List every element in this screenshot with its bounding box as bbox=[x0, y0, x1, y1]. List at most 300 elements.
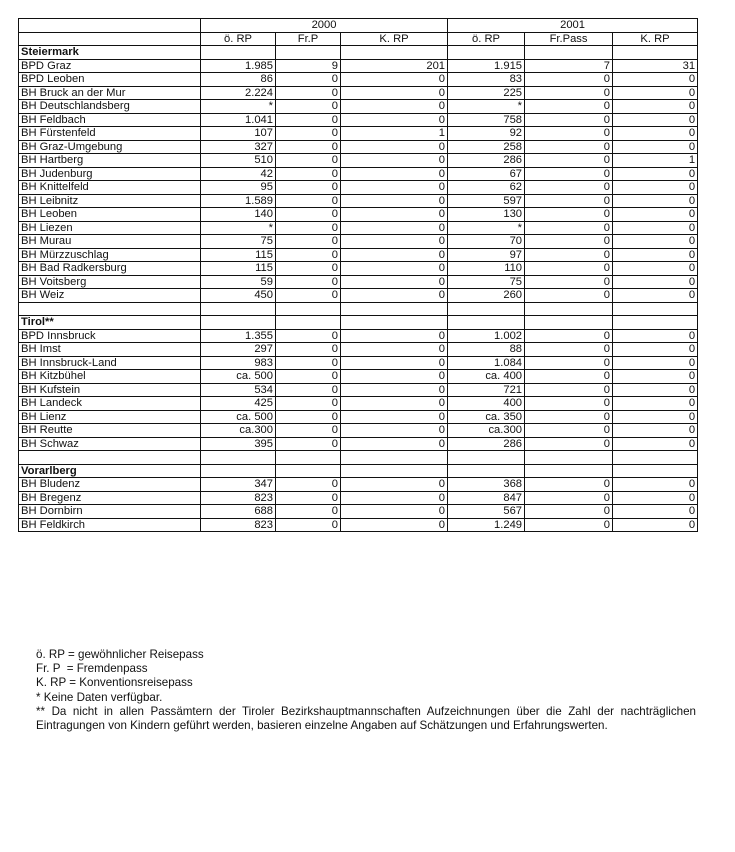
value-cell: * bbox=[201, 221, 276, 235]
value-cell: * bbox=[201, 100, 276, 114]
region-label: Tirol** bbox=[19, 316, 201, 330]
value-cell: 140 bbox=[201, 208, 276, 222]
value-cell: 0 bbox=[276, 397, 341, 411]
value-cell: 62 bbox=[448, 181, 525, 195]
value-cell: 107 bbox=[201, 127, 276, 141]
office-name: BPD Graz bbox=[19, 59, 201, 73]
value-cell: 0 bbox=[525, 167, 613, 181]
value-cell: 0 bbox=[525, 140, 613, 154]
value-cell: 1.355 bbox=[201, 329, 276, 343]
value-cell: 0 bbox=[525, 518, 613, 532]
table-row bbox=[19, 235, 698, 249]
office-name: BH Reutte bbox=[19, 424, 201, 438]
value-cell: 0 bbox=[613, 181, 698, 195]
value-cell: 0 bbox=[341, 181, 448, 195]
value-cell: 0 bbox=[276, 140, 341, 154]
value-cell: 0 bbox=[276, 86, 341, 100]
office-name: BH Kufstein bbox=[19, 383, 201, 397]
value-cell: 0 bbox=[341, 167, 448, 181]
value-cell: 0 bbox=[276, 248, 341, 262]
value-cell: 0 bbox=[276, 181, 341, 195]
table-row bbox=[19, 289, 698, 303]
value-cell: 0 bbox=[613, 86, 698, 100]
table-row bbox=[19, 113, 698, 127]
table-row bbox=[19, 343, 698, 357]
value-cell: ca.300 bbox=[201, 424, 276, 438]
value-cell: 42 bbox=[201, 167, 276, 181]
footnote-oe-rp: ö. RP = gewöhnlicher Reisepass bbox=[36, 648, 204, 661]
value-cell: 0 bbox=[276, 478, 341, 492]
value-cell: 0 bbox=[341, 73, 448, 87]
office-name: BH Kitzbühel bbox=[19, 370, 201, 384]
office-name: BPD Leoben bbox=[19, 73, 201, 87]
value-cell: 0 bbox=[341, 505, 448, 519]
office-name: BH Bad Radkersburg bbox=[19, 262, 201, 276]
col-header-k-rp-2001: K. RP bbox=[613, 32, 698, 46]
empty-cell bbox=[341, 464, 448, 478]
year-header-row bbox=[19, 19, 698, 33]
office-name: BH Imst bbox=[19, 343, 201, 357]
value-cell: 97 bbox=[448, 248, 525, 262]
value-cell: 0 bbox=[341, 235, 448, 249]
value-cell: 534 bbox=[201, 383, 276, 397]
value-cell: 1.002 bbox=[448, 329, 525, 343]
value-cell: 0 bbox=[525, 424, 613, 438]
value-cell: 823 bbox=[201, 518, 276, 532]
value-cell: 0 bbox=[276, 208, 341, 222]
value-cell: 0 bbox=[525, 235, 613, 249]
office-name: BH Mürzzuschlag bbox=[19, 248, 201, 262]
value-cell: 75 bbox=[448, 275, 525, 289]
empty-cell bbox=[448, 46, 525, 60]
col-header-k-rp-2000: K. RP bbox=[341, 32, 448, 46]
value-cell: 510 bbox=[201, 154, 276, 168]
empty-cell bbox=[525, 451, 613, 465]
value-cell: 347 bbox=[201, 478, 276, 492]
passport-statistics-table bbox=[18, 18, 698, 532]
value-cell: 0 bbox=[276, 100, 341, 114]
value-cell: 0 bbox=[341, 397, 448, 411]
value-cell: 0 bbox=[613, 221, 698, 235]
table-row bbox=[19, 221, 698, 235]
table-row bbox=[19, 491, 698, 505]
value-cell: 0 bbox=[525, 86, 613, 100]
empty-cell bbox=[276, 302, 341, 316]
value-cell: 0 bbox=[525, 221, 613, 235]
table-row bbox=[19, 329, 698, 343]
spacer-row bbox=[19, 302, 698, 316]
value-cell: 0 bbox=[613, 275, 698, 289]
empty-cell bbox=[525, 464, 613, 478]
value-cell: ca. 500 bbox=[201, 410, 276, 424]
office-name: BH Knittelfeld bbox=[19, 181, 201, 195]
value-cell: 0 bbox=[341, 113, 448, 127]
value-cell: 0 bbox=[525, 275, 613, 289]
empty-cell bbox=[276, 316, 341, 330]
office-name: BH Leibnitz bbox=[19, 194, 201, 208]
table-row bbox=[19, 140, 698, 154]
value-cell: ca. 500 bbox=[201, 370, 276, 384]
office-name: BH Feldbach bbox=[19, 113, 201, 127]
region-label: Steiermark bbox=[19, 46, 201, 60]
value-cell: 225 bbox=[448, 86, 525, 100]
value-cell: 0 bbox=[525, 478, 613, 492]
value-cell: 0 bbox=[613, 329, 698, 343]
column-header-row bbox=[19, 32, 698, 46]
value-cell: 0 bbox=[613, 424, 698, 438]
table-row bbox=[19, 505, 698, 519]
region-row bbox=[19, 464, 698, 478]
value-cell: 0 bbox=[525, 73, 613, 87]
value-cell: 0 bbox=[525, 356, 613, 370]
value-cell: 0 bbox=[613, 127, 698, 141]
value-cell: 0 bbox=[525, 289, 613, 303]
value-cell: 0 bbox=[341, 154, 448, 168]
header-corner-cell bbox=[19, 19, 201, 33]
value-cell: 758 bbox=[448, 113, 525, 127]
value-cell: 0 bbox=[341, 437, 448, 451]
value-cell: 0 bbox=[341, 491, 448, 505]
value-cell: 0 bbox=[276, 329, 341, 343]
value-cell: ca.300 bbox=[448, 424, 525, 438]
value-cell: 0 bbox=[613, 343, 698, 357]
value-cell: 0 bbox=[276, 275, 341, 289]
value-cell: 0 bbox=[525, 248, 613, 262]
value-cell: 0 bbox=[341, 289, 448, 303]
value-cell: 0 bbox=[525, 505, 613, 519]
table-row bbox=[19, 100, 698, 114]
empty-cell bbox=[613, 464, 698, 478]
value-cell: 0 bbox=[525, 329, 613, 343]
value-cell: 0 bbox=[613, 356, 698, 370]
table-row bbox=[19, 73, 698, 87]
table-row bbox=[19, 383, 698, 397]
value-cell: 425 bbox=[201, 397, 276, 411]
value-cell: 83 bbox=[448, 73, 525, 87]
value-cell: 258 bbox=[448, 140, 525, 154]
year-header-2001: 2001 bbox=[448, 19, 698, 33]
value-cell: 597 bbox=[448, 194, 525, 208]
col-header-oe-rp-2000: ö. RP bbox=[201, 32, 276, 46]
value-cell: 0 bbox=[613, 100, 698, 114]
office-name: BH Bruck an der Mur bbox=[19, 86, 201, 100]
value-cell: 0 bbox=[525, 113, 613, 127]
value-cell: 0 bbox=[525, 154, 613, 168]
office-name: BH Hartberg bbox=[19, 154, 201, 168]
table-row bbox=[19, 275, 698, 289]
empty-cell bbox=[525, 302, 613, 316]
value-cell: 0 bbox=[276, 356, 341, 370]
value-cell: 1.589 bbox=[201, 194, 276, 208]
table-row bbox=[19, 194, 698, 208]
value-cell: 0 bbox=[525, 100, 613, 114]
value-cell: 0 bbox=[341, 194, 448, 208]
value-cell: 67 bbox=[448, 167, 525, 181]
value-cell: 395 bbox=[201, 437, 276, 451]
value-cell: 0 bbox=[613, 370, 698, 384]
empty-cell bbox=[448, 464, 525, 478]
value-cell: 0 bbox=[613, 208, 698, 222]
value-cell: 0 bbox=[341, 248, 448, 262]
value-cell: 368 bbox=[448, 478, 525, 492]
spacer-row bbox=[19, 451, 698, 465]
value-cell: 201 bbox=[341, 59, 448, 73]
col-header-fr-p-2000: Fr.P bbox=[276, 32, 341, 46]
office-name: BH Voitsberg bbox=[19, 275, 201, 289]
value-cell: 0 bbox=[525, 343, 613, 357]
value-cell: 88 bbox=[448, 343, 525, 357]
value-cell: 59 bbox=[201, 275, 276, 289]
value-cell: 1.915 bbox=[448, 59, 525, 73]
value-cell: 0 bbox=[276, 518, 341, 532]
empty-cell bbox=[19, 451, 201, 465]
empty-cell bbox=[613, 46, 698, 60]
value-cell: 92 bbox=[448, 127, 525, 141]
value-cell: 0 bbox=[276, 370, 341, 384]
value-cell: 721 bbox=[448, 383, 525, 397]
empty-cell bbox=[525, 46, 613, 60]
footnote-tirol-estimates: ** Da nicht in allen Passämtern der Tiroler Bezirkshauptmannschaften Aufzeichnungen über die Zahl der nachträglichen Eintragungen von Kindern geführt werden, basieren einzelne Angaben auf Schätzungen und Erfahrungswerten. bbox=[36, 704, 696, 733]
value-cell: 0 bbox=[276, 194, 341, 208]
table-row bbox=[19, 370, 698, 384]
value-cell: ca. 350 bbox=[448, 410, 525, 424]
office-name: BH Deutschlandsberg bbox=[19, 100, 201, 114]
empty-cell bbox=[276, 464, 341, 478]
table-row bbox=[19, 478, 698, 492]
value-cell: 115 bbox=[201, 248, 276, 262]
value-cell: 567 bbox=[448, 505, 525, 519]
value-cell: 0 bbox=[613, 478, 698, 492]
footnote-k-rp: K. RP = Konventionsreisepass bbox=[36, 676, 193, 690]
office-name: BH Feldkirch bbox=[19, 518, 201, 532]
empty-cell bbox=[201, 316, 276, 330]
value-cell: 0 bbox=[525, 127, 613, 141]
value-cell: 0 bbox=[613, 194, 698, 208]
value-cell: 0 bbox=[613, 491, 698, 505]
empty-cell bbox=[613, 302, 698, 316]
office-name: BH Lienz bbox=[19, 410, 201, 424]
value-cell: 2.224 bbox=[201, 86, 276, 100]
empty-cell bbox=[276, 46, 341, 60]
value-cell: 1.249 bbox=[448, 518, 525, 532]
value-cell: 0 bbox=[613, 262, 698, 276]
value-cell: 0 bbox=[276, 113, 341, 127]
value-cell: 86 bbox=[201, 73, 276, 87]
value-cell: 130 bbox=[448, 208, 525, 222]
value-cell: 95 bbox=[201, 181, 276, 195]
value-cell: 1 bbox=[613, 154, 698, 168]
value-cell: 0 bbox=[613, 235, 698, 249]
empty-cell bbox=[19, 302, 201, 316]
value-cell: * bbox=[448, 100, 525, 114]
value-cell: 0 bbox=[525, 437, 613, 451]
office-name: BH Bludenz bbox=[19, 478, 201, 492]
value-cell: 0 bbox=[613, 73, 698, 87]
empty-cell bbox=[613, 316, 698, 330]
region-row bbox=[19, 316, 698, 330]
table-row bbox=[19, 208, 698, 222]
value-cell: 0 bbox=[613, 113, 698, 127]
value-cell: 0 bbox=[276, 410, 341, 424]
table-row bbox=[19, 424, 698, 438]
office-name: BH Weiz bbox=[19, 289, 201, 303]
value-cell: 0 bbox=[613, 437, 698, 451]
value-cell: 0 bbox=[613, 518, 698, 532]
value-cell: 983 bbox=[201, 356, 276, 370]
value-cell: 0 bbox=[276, 383, 341, 397]
value-cell: 297 bbox=[201, 343, 276, 357]
value-cell: 0 bbox=[613, 140, 698, 154]
value-cell: 0 bbox=[341, 424, 448, 438]
value-cell: 0 bbox=[276, 491, 341, 505]
value-cell: 0 bbox=[341, 86, 448, 100]
empty-cell bbox=[613, 451, 698, 465]
office-name: BH Liezen bbox=[19, 221, 201, 235]
value-cell: 0 bbox=[613, 289, 698, 303]
value-cell: 75 bbox=[201, 235, 276, 249]
table-row bbox=[19, 167, 698, 181]
value-cell: 0 bbox=[276, 437, 341, 451]
value-cell: 0 bbox=[276, 73, 341, 87]
value-cell: 0 bbox=[613, 505, 698, 519]
table-row bbox=[19, 356, 698, 370]
value-cell: 0 bbox=[276, 154, 341, 168]
value-cell: ca. 400 bbox=[448, 370, 525, 384]
value-cell: 1 bbox=[341, 127, 448, 141]
empty-cell bbox=[201, 451, 276, 465]
empty-cell bbox=[448, 316, 525, 330]
value-cell: 0 bbox=[613, 248, 698, 262]
empty-cell bbox=[201, 464, 276, 478]
value-cell: 0 bbox=[276, 343, 341, 357]
value-cell: 9 bbox=[276, 59, 341, 73]
office-name: BH Landeck bbox=[19, 397, 201, 411]
value-cell: 110 bbox=[448, 262, 525, 276]
value-cell: 0 bbox=[276, 505, 341, 519]
year-header-2000: 2000 bbox=[201, 19, 448, 33]
value-cell: 0 bbox=[613, 383, 698, 397]
table-row bbox=[19, 181, 698, 195]
office-name: BPD Innsbruck bbox=[19, 329, 201, 343]
office-name: BH Fürstenfeld bbox=[19, 127, 201, 141]
value-cell: 0 bbox=[525, 397, 613, 411]
value-cell: 286 bbox=[448, 437, 525, 451]
value-cell: 0 bbox=[525, 181, 613, 195]
table-row bbox=[19, 154, 698, 168]
value-cell: 0 bbox=[341, 262, 448, 276]
value-cell: 286 bbox=[448, 154, 525, 168]
value-cell: 0 bbox=[276, 167, 341, 181]
value-cell: 0 bbox=[525, 491, 613, 505]
office-name: BH Graz-Umgebung bbox=[19, 140, 201, 154]
value-cell: 847 bbox=[448, 491, 525, 505]
value-cell: 0 bbox=[341, 343, 448, 357]
region-label: Vorarlberg bbox=[19, 464, 201, 478]
value-cell: 400 bbox=[448, 397, 525, 411]
value-cell: 0 bbox=[525, 208, 613, 222]
value-cell: 0 bbox=[276, 127, 341, 141]
value-cell: 0 bbox=[341, 478, 448, 492]
office-name: BH Schwaz bbox=[19, 437, 201, 451]
empty-cell bbox=[201, 302, 276, 316]
table-row bbox=[19, 397, 698, 411]
value-cell: 450 bbox=[201, 289, 276, 303]
region-row bbox=[19, 46, 698, 60]
value-cell: 0 bbox=[613, 397, 698, 411]
value-cell: 31 bbox=[613, 59, 698, 73]
value-cell: 115 bbox=[201, 262, 276, 276]
value-cell: * bbox=[448, 221, 525, 235]
value-cell: 0 bbox=[276, 424, 341, 438]
table-row bbox=[19, 518, 698, 532]
value-cell: 0 bbox=[341, 208, 448, 222]
empty-cell bbox=[525, 316, 613, 330]
empty-cell bbox=[341, 302, 448, 316]
value-cell: 7 bbox=[525, 59, 613, 73]
empty-cell bbox=[448, 451, 525, 465]
table-row bbox=[19, 262, 698, 276]
footnote-fr-p: Fr. P = Fremdenpass bbox=[36, 662, 148, 676]
value-cell: 1.985 bbox=[201, 59, 276, 73]
value-cell: 0 bbox=[613, 410, 698, 424]
value-cell: 0 bbox=[341, 356, 448, 370]
office-name: BH Innsbruck-Land bbox=[19, 356, 201, 370]
value-cell: 0 bbox=[525, 194, 613, 208]
table-row bbox=[19, 59, 698, 73]
value-cell: 0 bbox=[341, 275, 448, 289]
value-cell: 260 bbox=[448, 289, 525, 303]
office-name: BH Leoben bbox=[19, 208, 201, 222]
value-cell: 70 bbox=[448, 235, 525, 249]
value-cell: 0 bbox=[613, 167, 698, 181]
footnotes bbox=[36, 648, 696, 733]
value-cell: 0 bbox=[341, 140, 448, 154]
value-cell: 0 bbox=[525, 410, 613, 424]
value-cell: 0 bbox=[276, 262, 341, 276]
value-cell: 0 bbox=[525, 383, 613, 397]
value-cell: 823 bbox=[201, 491, 276, 505]
office-name: BH Judenburg bbox=[19, 167, 201, 181]
value-cell: 0 bbox=[341, 329, 448, 343]
value-cell: 0 bbox=[276, 289, 341, 303]
value-cell: 0 bbox=[525, 370, 613, 384]
value-cell: 0 bbox=[276, 235, 341, 249]
table-row bbox=[19, 437, 698, 451]
footnote-no-data: * Keine Daten verfügbar. bbox=[36, 690, 163, 704]
table-row bbox=[19, 410, 698, 424]
value-cell: 688 bbox=[201, 505, 276, 519]
value-cell: 1.041 bbox=[201, 113, 276, 127]
value-cell: 327 bbox=[201, 140, 276, 154]
table-row bbox=[19, 127, 698, 141]
value-cell: 0 bbox=[525, 262, 613, 276]
value-cell: 0 bbox=[341, 383, 448, 397]
empty-cell bbox=[341, 46, 448, 60]
value-cell: 1.084 bbox=[448, 356, 525, 370]
empty-cell bbox=[341, 316, 448, 330]
col-header-oe-rp-2001: ö. RP bbox=[448, 32, 525, 46]
table-row bbox=[19, 248, 698, 262]
table-row bbox=[19, 86, 698, 100]
empty-cell bbox=[341, 451, 448, 465]
empty-cell bbox=[448, 302, 525, 316]
office-name: BH Murau bbox=[19, 235, 201, 249]
empty-cell bbox=[201, 46, 276, 60]
value-cell: 0 bbox=[341, 100, 448, 114]
value-cell: 0 bbox=[341, 221, 448, 235]
office-name: BH Bregenz bbox=[19, 491, 201, 505]
value-cell: 0 bbox=[341, 410, 448, 424]
